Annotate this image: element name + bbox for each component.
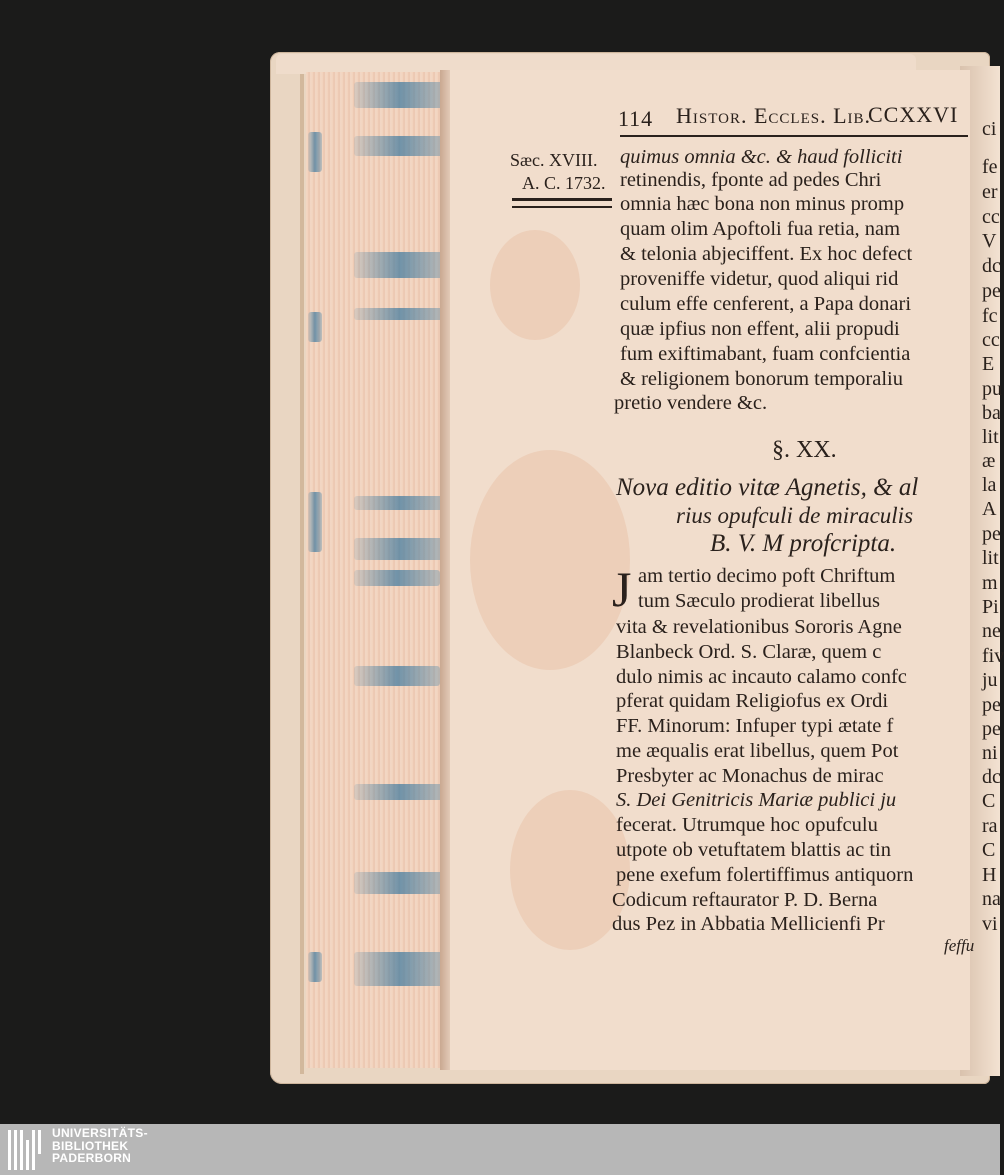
text-line: tum Sæculo prodierat libellus xyxy=(638,590,880,612)
next-page-fragment: C xyxy=(982,790,996,812)
next-page-fragment: er xyxy=(982,181,998,203)
edge-stain xyxy=(354,496,446,510)
edge-stain xyxy=(354,952,446,986)
edge-stain xyxy=(354,308,446,320)
text-line: quæ ipfius non effent, alii propudi xyxy=(620,318,900,340)
text-line: Blanbeck Ord. S. Claræ, quem c xyxy=(616,641,882,663)
next-page-fragment: C xyxy=(982,839,996,861)
next-page-fragment: ra xyxy=(982,815,998,837)
next-page-fragment: lit xyxy=(982,547,999,569)
catchword: feffu xyxy=(944,936,975,955)
margin-saeculum: Sæc. XVIII. xyxy=(510,150,598,170)
text-line: am tertio decimo poft Chriftum xyxy=(638,565,896,587)
next-page-fragment: V xyxy=(982,230,997,252)
next-page-fragment: E xyxy=(982,353,995,375)
text-line: Presbyter ac Monachus de mirac xyxy=(616,765,884,787)
edge-stain xyxy=(354,666,440,686)
next-page-fragment: Pi xyxy=(982,596,999,618)
next-page-fragment: H xyxy=(982,864,997,886)
next-page-fragment: ba xyxy=(982,402,1001,424)
next-page-fragment: la xyxy=(982,474,997,496)
library-name-line: PADERBORN xyxy=(52,1151,132,1165)
next-page-fragment: pe xyxy=(982,718,1001,740)
next-page-fragment: lit xyxy=(982,426,999,448)
paper-stain xyxy=(490,230,580,340)
next-page-fragment: cc xyxy=(982,206,1000,228)
section-number: §. XX. xyxy=(772,437,837,463)
text-line: quam olim Apoftoli fua retia, nam xyxy=(620,218,901,240)
text-line: fum exiftimabant, fuam confcientia xyxy=(620,343,911,365)
next-page-fragment: ci xyxy=(982,118,997,140)
next-page-fragment: fiv xyxy=(982,645,1004,667)
edge-stain xyxy=(308,952,322,982)
edge-stain xyxy=(354,872,446,894)
text-line: pferat quidam Religiofus ex Ordi xyxy=(616,690,889,712)
page-number: 114 xyxy=(618,106,654,131)
paper-stain xyxy=(470,450,630,670)
next-page-fragment: pe xyxy=(982,523,1001,545)
drop-cap: J xyxy=(612,561,632,617)
next-page-fragment: ne xyxy=(982,620,1001,642)
next-page-fragment: dc xyxy=(982,255,1001,277)
text-line: me æqualis erat libellus, quem Pot xyxy=(616,740,899,762)
text-line: vita & revelationibus Sororis Agne xyxy=(616,616,902,638)
running-title: Histor. Eccles. Lib. xyxy=(676,103,872,128)
next-page-fragment: dc xyxy=(982,766,1001,788)
edge-stain xyxy=(354,570,440,586)
edge-stain xyxy=(354,538,446,560)
edge-stain xyxy=(354,82,446,108)
library-name xyxy=(52,1127,148,1165)
text-line: utpote ob vetuftatem blattis ac tin xyxy=(616,839,891,861)
edge-stain xyxy=(308,312,322,342)
next-page-fragment: fc xyxy=(982,305,998,327)
text-line: pene exefum folertiffimus antiquorn xyxy=(616,864,914,886)
text-line: & religionem bonorum temporaliu xyxy=(620,368,903,390)
edge-stain xyxy=(308,492,322,552)
next-page-fragment: vi xyxy=(982,913,998,935)
next-page-fragment: cc xyxy=(982,329,1000,351)
margin-rule xyxy=(512,206,612,208)
next-page-fragment: æ xyxy=(982,450,996,472)
text-line: fecerat. Utrumque hoc opufculu xyxy=(616,814,878,836)
text-line: culum effe cenferent, a Papa donari xyxy=(620,293,912,315)
header-rule xyxy=(620,135,968,137)
next-page-fragment: A xyxy=(982,498,997,520)
next-page-fragment: pe xyxy=(982,694,1001,716)
book-number: CCXXVI xyxy=(868,102,959,127)
library-name-line: UNIVERSITÄTS- xyxy=(52,1126,148,1140)
next-page-fragment: ju xyxy=(982,669,998,691)
next-page-fragment: ni xyxy=(982,742,998,764)
edge-stain xyxy=(354,784,446,800)
text-line: retinendis, fponte ad pedes Chri xyxy=(620,169,882,191)
edge-stain xyxy=(354,252,446,278)
text-line: dulo nimis ac incauto calamo confc xyxy=(616,666,907,688)
text-line: dus Pez in Abbatia Mellicienfi Pr xyxy=(612,913,885,935)
next-page-fragment: pe xyxy=(982,280,1001,302)
text-line: Codicum reftaurator P. D. Berna xyxy=(612,889,878,911)
library-name-line: BIBLIOTHEK xyxy=(52,1138,129,1153)
margin-rule xyxy=(512,198,612,201)
section-title-line: B. V. M profcripta. xyxy=(710,530,897,557)
library-footer xyxy=(0,1124,1000,1175)
text-line: proveniffe videtur, quod aliqui rid xyxy=(620,268,899,290)
edge-stain xyxy=(308,132,322,172)
next-page-fragment: pu xyxy=(982,378,1002,400)
text-line: & telonia abjeciffent. Ex hoc defect xyxy=(620,243,913,265)
text-line: pretio vendere &c. xyxy=(614,392,768,414)
section-title-line: Nova editio vitæ Agnetis, & al xyxy=(616,474,919,501)
margin-anno: A. C. 1732. xyxy=(522,173,606,193)
edge-stain xyxy=(354,136,446,156)
text-line: S. Dei Genitricis Mariæ publici ju xyxy=(616,789,897,811)
text-line: omnia hæc bona non minus promp xyxy=(620,193,905,215)
text-line: FF. Minorum: Infuper typi ætate f xyxy=(616,715,894,737)
page-edges-block xyxy=(306,72,450,1068)
text-line: quimus omnia &c. & haud folliciti xyxy=(620,146,903,168)
next-page-fragment: na xyxy=(982,888,1001,910)
next-page-fragment: fe xyxy=(982,156,998,178)
next-page-fragment: m xyxy=(982,572,998,594)
book-board-edge xyxy=(300,74,304,1074)
section-title-line: rius opufculi de miraculis xyxy=(676,503,914,528)
library-logo-icon xyxy=(8,1130,46,1170)
